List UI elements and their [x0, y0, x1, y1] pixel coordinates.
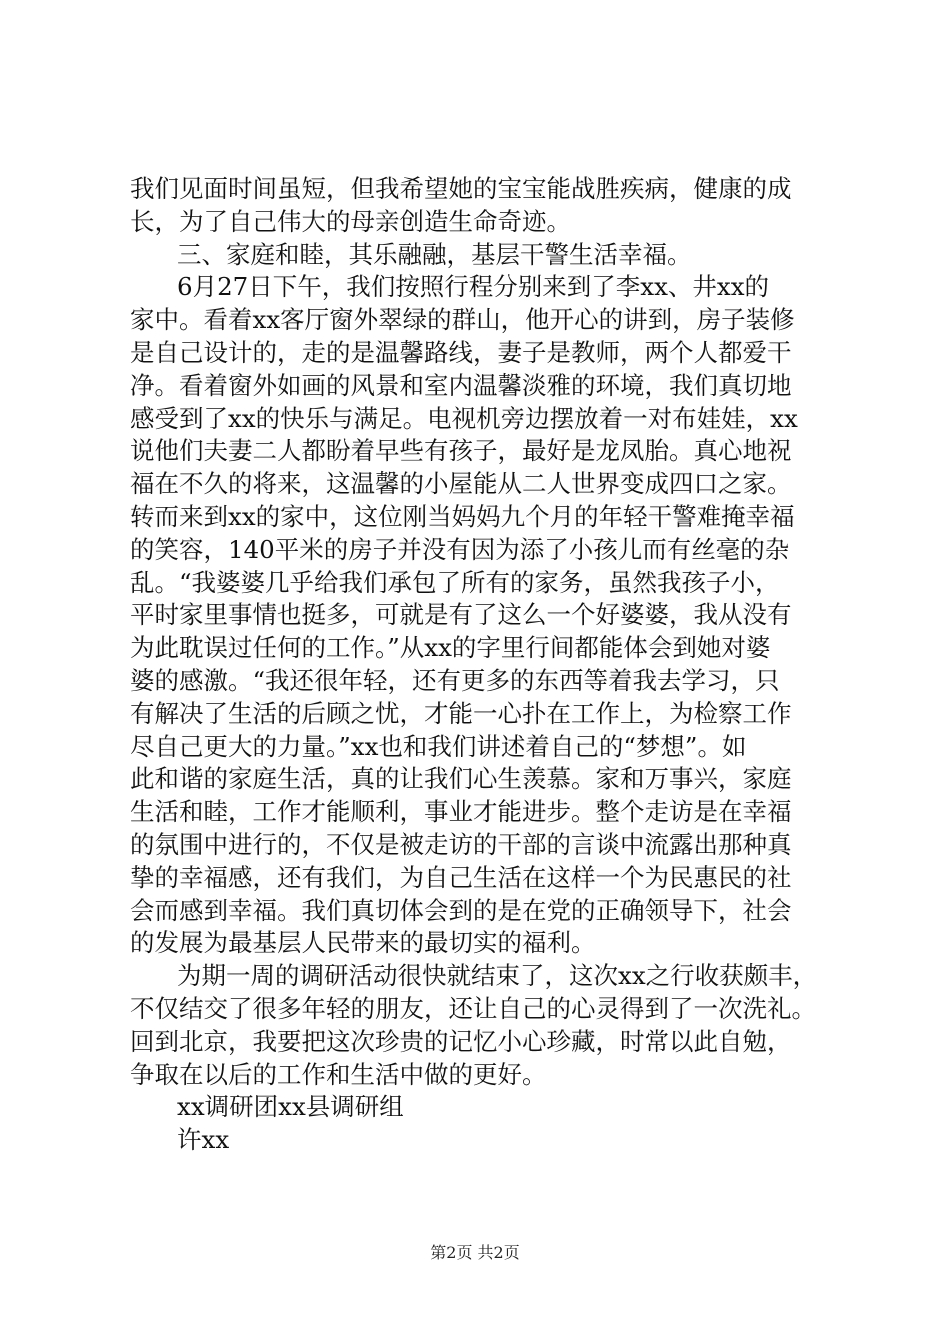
text-line: 为此耽误过任何的工作。”从xx的字里行间都能体会到她对婆 [130, 633, 771, 663]
text-line: 尽自己更大的力量。”xx也和我们讲述着自己的“梦想”。如 [130, 731, 747, 761]
signature-group: xx调研团xx县调研组 [177, 1092, 404, 1122]
text-line: 婆的感激。“我还很年轻，还有更多的东西等着我去学习，只 [130, 665, 780, 695]
text-line: 转而来到xx的家中，这位刚当妈妈九个月的年轻干警难掩幸福 [130, 501, 795, 531]
text-line: 争取在以后的工作和生活中做的更好。 [130, 1059, 547, 1089]
text-line: 我们见面时间虽短，但我希望她的宝宝能战胜疾病，健康的成 [130, 174, 792, 203]
text-line: 的氛围中进行的，不仅是被走访的干部的言谈中流露出那种真 [130, 829, 792, 859]
text-line: 会而感到幸福。我们真切体会到的是在党的正确领导下，社会 [130, 895, 792, 925]
text-line: 福在不久的将来，这温馨的小屋能从二人世界变成四口之家。 [130, 469, 792, 499]
text-line: 长，为了自己伟大的母亲创造生命奇迹。 [130, 206, 571, 236]
text-line: 的笑容，140平米的房子并没有因为添了小孩儿而有丝毫的杂 [130, 534, 790, 564]
text-line: 不仅结交了很多年轻的朋友，还让自己的心灵得到了一次洗礼。 [130, 993, 816, 1023]
text-line: 有解决了生活的后顾之忧，才能一心扑在工作上，为检察工作 [130, 698, 792, 728]
signature-block [130, 1091, 830, 1157]
text-line: 为期一周的调研活动很快就结束了，这次xx之行收获颇丰， [177, 961, 818, 991]
text-line: 说他们夫妻二人都盼着早些有孩子，最好是龙凤胎。真心地祝 [130, 436, 792, 466]
text-line: 回到北京，我要把这次珍贵的记忆小心珍藏，时常以此自勉， [130, 1026, 792, 1056]
text-line: 此和谐的家庭生活，真的让我们心生羡慕。家和万事兴，家庭 [130, 764, 792, 794]
text-line: 净。看着窗外如画的风景和室内温馨淡雅的环境，我们真切地 [130, 370, 792, 400]
signature-author: 许xx [177, 1125, 230, 1155]
document-body [130, 173, 830, 1157]
section-heading: 三、家庭和睦，其乐融融，基层干警生活幸福。 [177, 239, 692, 269]
text-line: 挚的幸福感，还有我们，为自己生活在这样一个为民惠民的社 [130, 862, 792, 892]
paragraph-lines [130, 173, 830, 1091]
text-line: 6月27日下午，我们按照行程分别来到了李xx、井xx的 [177, 272, 770, 302]
text-line: 家中。看着xx客厅窗外翠绿的群山，他开心的讲到，房子装修 [130, 305, 795, 335]
page-number-footer: 第2页 共2页 [430, 1243, 520, 1262]
text-line: 生活和睦，工作才能顺利，事业才能进步。整个走访是在幸福 [130, 797, 792, 827]
text-line: 的发展为最基层人民带来的最切实的福利。 [130, 928, 596, 958]
text-line: 平时家里事情也挺多，可就是有了这么一个好婆婆，我从没有 [130, 600, 792, 630]
text-line: 感受到了xx的快乐与满足。电视机旁边摆放着一对布娃娃，xx [130, 403, 798, 433]
text-line: 乱。“我婆婆几乎给我们承包了所有的家务，虽然我孩子小， [130, 567, 780, 597]
text-line: 是自己设计的，走的是温馨路线，妻子是教师，两个人都爱干 [130, 337, 792, 367]
